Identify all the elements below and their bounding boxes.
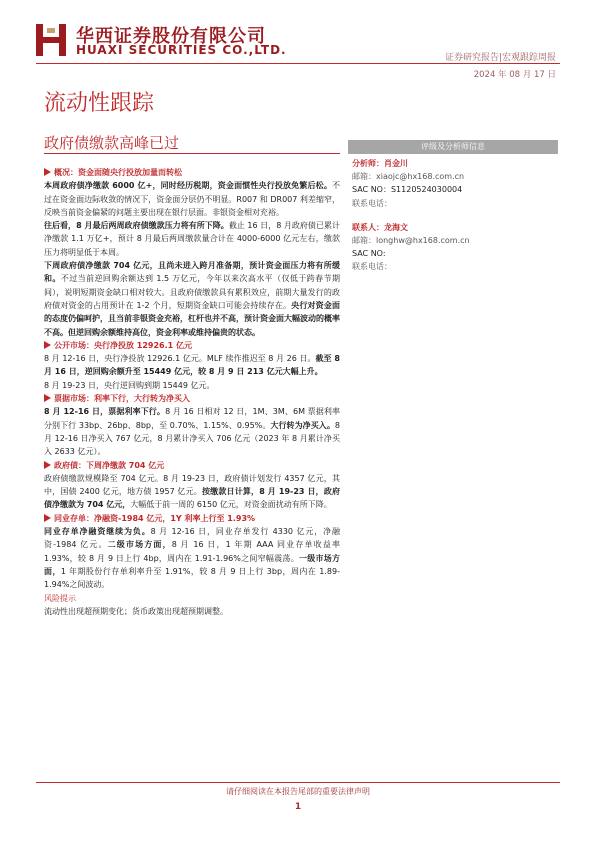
bill-market-paragraph: 8 月 12-16 日，票据利率下行。8 月 16 日相对 12 日，1M、3M、6M 票据利率分别下行 33bp、26bp、8bp，至 0.70%、1.15%、0.95%。大行转为净买入。8 月 12-16 日净买入 767 亿元，8 月累计净买入 706 亿元（2023 年 8 月累计净买入 2633 亿元）。	[44, 407, 341, 457]
analyst-sac: SAC NO：S1120524030004	[352, 185, 463, 195]
company-logo	[36, 24, 66, 56]
gov-bond-paragraph: 政府债缴款规模降至 704 亿元。8 月 19-23 日，政府债计划发行 4357 亿元，其中，国债 2400 亿元，地方债 1957 亿元。按缴款日计算，8 月 19-23 日，政府债净缴款为 704 亿元，大幅低于前一周的 6150 亿元，对资金面扰动有所下降。	[44, 473, 341, 510]
header-divider	[36, 63, 560, 64]
contact-sac: SAC NO:	[352, 249, 386, 259]
analyst-info-panel	[352, 157, 558, 274]
triangle-bullet-icon	[44, 514, 51, 522]
report-type: 证券研究报告|宏观跟踪周报	[444, 53, 556, 63]
triangle-bullet-icon	[44, 394, 51, 402]
analyst-info-header: 评级及分析师信息	[348, 140, 558, 154]
contact-email[interactable]: 邮箱：longhw@hx168.com.cn	[352, 236, 470, 246]
overview-paragraph-2: 往后看，8 月最后两周政府债缴款压力将有所下降。截止 16 日，8 月政府债已累计净缴款 1.1 万亿+，预计 8 月最后两周缴款量合计在 4000-6000 亿元左右，缴款压力将明显低于本周。	[44, 221, 340, 257]
page-number: 1	[294, 802, 302, 812]
subtitle-divider	[44, 153, 340, 154]
analyst-email[interactable]: 邮箱：xiaojc@hx168.com.cn	[352, 172, 465, 182]
report-date: 2024 年 08 月 17 日	[473, 70, 556, 80]
triangle-bullet-icon	[44, 168, 51, 176]
legal-disclaimer: 请仔细阅读在本报告尾部的重要法律声明	[226, 787, 370, 796]
triangle-bullet-icon	[44, 341, 51, 349]
section-ncd-heading: 同业存单：净融资-1984 亿元，1Y 利率上行至 1.93%	[44, 512, 340, 525]
brand-name-cn: 华西证券股份有限公司	[76, 26, 266, 47]
section-open-market-heading: 公开市场：央行净投放 12926.1 亿元	[44, 339, 340, 352]
triangle-bullet-icon	[44, 461, 51, 469]
analyst-phone: 联系电话：	[352, 198, 392, 208]
section-bill-market-heading: 票据市场：利率下行，大行转为净买入	[44, 392, 340, 405]
overview-paragraph-3: 下周政府债净缴款 704 亿元，且尚未进入跨月准备期，预计资金面压力将有所缓和。不过当前逆回购余额达到 1.5 万亿元，今年以来次高水平（仅低于跨春节期间），说明短期资金缺口相对较大。且政府债缴款具有累积效应，前期大量发行的政府债对资金的占用预计在 1-2 个月，短期资金缺口可能会持续存在。央行对资金面的态度仍偏呵护，且当前非银资金充裕，杠杆也并不高，预计资金面大幅波动的概率不高。但逆回购余额维持高位，资金利率或维持偏贵的状态。	[44, 261, 341, 337]
section-overview-heading: 概况：资金面随央行投放加量而转松	[44, 166, 340, 179]
open-market-paragraph-2: 8 月 19-23 日，央行逆回购到期 15449 亿元。	[44, 380, 215, 390]
section-gov-bond-heading: 政府债：下周净缴款 704 亿元	[44, 459, 340, 472]
analyst-row: 分析师：肖金川	[352, 159, 408, 168]
risk-text: 流动性出现超预期变化；货币政策出现超预期调整。	[44, 606, 228, 616]
page-title: 流动性跟踪	[44, 91, 155, 116]
contact-phone: 联系电话：	[352, 262, 392, 272]
overview-paragraph-1: 本周政府债净缴款 6000 亿+，同时经历税期，资金面惯性央行投放免繁后松。不过在资金面边际收敛的情况下，资金面分层仍不明显。R007 和 DR007 利差缩窄，反映当前资金偏紧的问题主要出现在银行层面。非银资金相对充裕。	[44, 181, 340, 217]
report-body	[44, 166, 340, 618]
page-subtitle: 政府债缴款高峰已过	[44, 134, 180, 152]
brand-name-en: HUAXI SECURITIES CO.,LTD.	[76, 43, 287, 57]
footer-divider	[36, 782, 560, 783]
contact-row: 联系人：龙海文	[352, 222, 408, 232]
open-market-paragraph-1: 8 月 12-16 日，央行净投放 12926.1 亿元。MLF 续作推迟至 8 月 26 日。截至 8 月 16 日，逆回购余额升至 15449 亿元，较 8 月 9 日 213 亿元大幅上升。	[44, 354, 340, 377]
ncd-paragraph: 同业存单净融资继续为负。8 月 12-16 日，同业存单发行 4330 亿元，净融资-1984 亿元。二级市场方面，8 月 16 日，1 年期 AAA 同业存单收益率 1.93%，较 8 月 9 日上行 4bp，周内在 1.91-1.96%之间窄幅震荡。一级市场方面，1 年期股份行存单利率升至 1.91%，较 8 月 9 日上行 3bp，周内在 1.89-1.94%之间波动。	[44, 527, 340, 590]
risk-heading: 风险提示	[44, 593, 76, 603]
